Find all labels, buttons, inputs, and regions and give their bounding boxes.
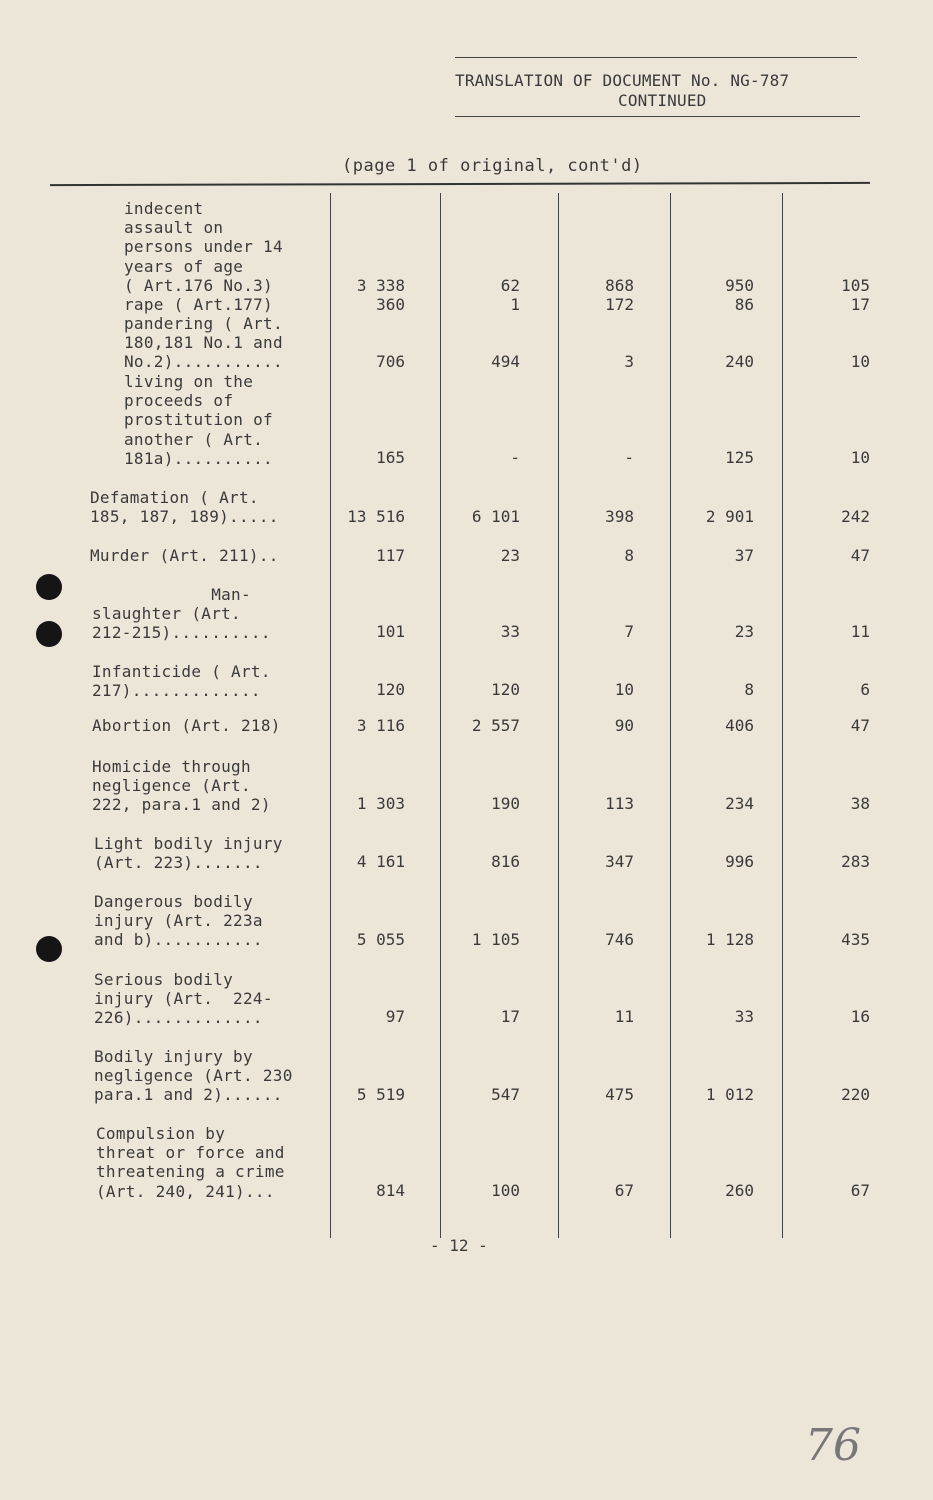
row-value: 547 (491, 1085, 520, 1104)
row-label: pandering ( Art. 180,181 No.1 and No.2)........... (124, 314, 283, 372)
row-value: 3 116 (356, 716, 405, 735)
row-value: 105 (841, 276, 870, 295)
row-value: 23 (500, 546, 520, 565)
row-value: 67 (614, 1181, 634, 1200)
row-value: 90 (614, 716, 634, 735)
row-value: 16 (850, 1007, 870, 1026)
row-value: 1 303 (356, 794, 405, 813)
row-value: 86 (734, 295, 754, 314)
row-value: 2 557 (471, 716, 520, 735)
row-value: 33 (500, 622, 520, 641)
row-value: 996 (725, 852, 754, 871)
row-value: 125 (725, 448, 754, 467)
row-value: 8 (624, 546, 634, 565)
row-value: 120 (376, 680, 405, 699)
column-divider (558, 193, 559, 1238)
column-divider (670, 193, 671, 1238)
row-value: 17 (500, 1007, 520, 1026)
row-value: 10 (850, 448, 870, 467)
row-value: 950 (725, 276, 754, 295)
row-value: 5 519 (356, 1085, 405, 1104)
row-label: Infanticide ( Art. 217)............. (92, 662, 271, 701)
row-value: 7 (624, 622, 634, 641)
row-value: 10 (614, 680, 634, 699)
row-value: 47 (850, 546, 870, 565)
row-value: 23 (734, 622, 754, 641)
row-value: 17 (850, 295, 870, 314)
row-value: 47 (850, 716, 870, 735)
row-value: 120 (491, 680, 520, 699)
table-top-rule (50, 182, 870, 186)
row-label: rape ( Art.177) (124, 295, 273, 314)
row-value: 101 (376, 622, 405, 641)
row-value: 2 901 (705, 507, 754, 526)
row-value: 816 (491, 852, 520, 871)
header-title: TRANSLATION OF DOCUMENT No. NG-787 (455, 71, 790, 90)
punch-hole (36, 574, 62, 600)
row-value: - (624, 448, 634, 467)
row-value: 11 (850, 622, 870, 641)
row-value: 100 (491, 1181, 520, 1200)
row-value: 3 338 (356, 276, 405, 295)
row-label: living on the proceeds of prostitution of another ( Art. 181a).......... (124, 372, 273, 468)
row-value: 8 (744, 680, 754, 699)
page-number: - 12 - (430, 1236, 488, 1255)
column-divider (440, 193, 441, 1238)
handwritten-page-mark: 76 (805, 1420, 861, 1471)
row-value: 220 (841, 1085, 870, 1104)
row-value: 435 (841, 930, 870, 949)
row-value: 33 (734, 1007, 754, 1026)
row-label: indecent assault on persons under 14 years of age ( Art.176 No.3) (124, 199, 283, 295)
row-value: 475 (605, 1085, 634, 1104)
page-subtitle: (page 1 of original, cont'd) (342, 156, 643, 176)
row-value: - (510, 448, 520, 467)
row-value: 347 (605, 852, 634, 871)
row-value: 4 161 (356, 852, 405, 871)
row-value: 11 (614, 1007, 634, 1026)
row-value: 172 (605, 295, 634, 314)
header-rule-top (455, 57, 857, 58)
row-value: 746 (605, 930, 634, 949)
header-rule-bottom (455, 116, 860, 117)
row-value: 240 (725, 352, 754, 371)
row-label: Man- slaughter (Art. 212-215).......... (92, 585, 271, 643)
row-value: 10 (850, 352, 870, 371)
row-value: 37 (734, 546, 754, 565)
column-divider (782, 193, 783, 1238)
row-value: 6 101 (471, 507, 520, 526)
row-value: 360 (376, 295, 405, 314)
row-value: 6 (860, 680, 870, 699)
row-value: 13 516 (347, 507, 405, 526)
row-value: 1 128 (705, 930, 754, 949)
row-label: Dangerous bodily injury (Art. 223a and b)........... (94, 892, 263, 950)
row-value: 117 (376, 546, 405, 565)
row-label: Homicide through negligence (Art. 222, para.1 and 2) (92, 757, 271, 815)
row-value: 3 (624, 352, 634, 371)
row-label: Abortion (Art. 218) (92, 716, 281, 735)
row-value: 234 (725, 794, 754, 813)
row-value: 706 (376, 352, 405, 371)
row-value: 494 (491, 352, 520, 371)
row-value: 97 (385, 1007, 405, 1026)
header-continued: CONTINUED (618, 91, 707, 110)
row-value: 62 (500, 276, 520, 295)
punch-hole (36, 621, 62, 647)
row-value: 5 055 (356, 930, 405, 949)
row-value: 113 (605, 794, 634, 813)
row-value: 190 (491, 794, 520, 813)
row-value: 398 (605, 507, 634, 526)
row-label: Bodily injury by negligence (Art. 230 para.1 and 2)...... (94, 1047, 293, 1105)
punch-hole (36, 936, 62, 962)
row-value: 814 (376, 1181, 405, 1200)
row-value: 1 012 (705, 1085, 754, 1104)
row-value: 1 105 (471, 930, 520, 949)
row-value: 1 (510, 295, 520, 314)
row-label: Defamation ( Art. 185, 187, 189)..... (90, 488, 279, 527)
row-label: Compulsion by threat or force and threatening a crime (Art. 240, 241)... (96, 1124, 285, 1201)
row-value: 868 (605, 276, 634, 295)
row-value: 165 (376, 448, 405, 467)
row-value: 260 (725, 1181, 754, 1200)
row-label: Serious bodily injury (Art. 224- 226)............. (94, 970, 273, 1028)
row-value: 38 (850, 794, 870, 813)
row-value: 242 (841, 507, 870, 526)
row-value: 283 (841, 852, 870, 871)
row-label: Light bodily injury (Art. 223)....... (94, 834, 283, 873)
row-value: 406 (725, 716, 754, 735)
row-label: Murder (Art. 211).. (90, 546, 279, 565)
row-value: 67 (850, 1181, 870, 1200)
column-divider (330, 193, 331, 1238)
